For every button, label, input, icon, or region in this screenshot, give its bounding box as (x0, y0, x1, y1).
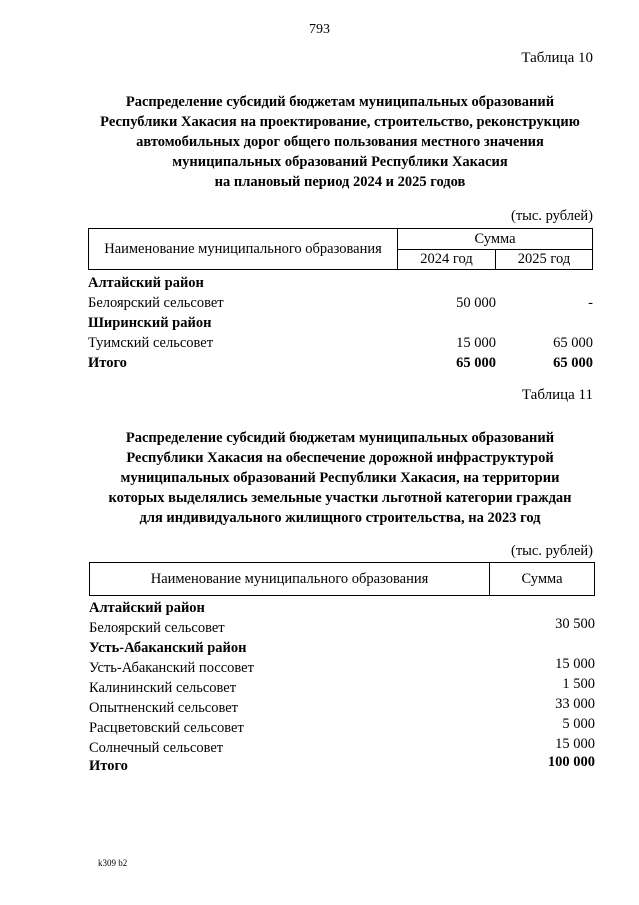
row-value-2025: 65 000 (553, 335, 593, 351)
table10-title-line: на плановый период 2024 и 2025 годов (214, 174, 466, 190)
row-value-2025: - (588, 295, 593, 311)
row-value-2024: 15 000 (456, 335, 496, 351)
row-value: 15 000 (555, 656, 595, 672)
row-name: Ширинский район (88, 315, 212, 331)
row-name: Калининский сельсовет (89, 680, 237, 696)
table10-title-line: Распределение субсидий бюджетам муниципальных образований (125, 94, 555, 110)
table11-title-line: Республики Хакасия на обеспечение дорожной инфраструктурой (126, 450, 554, 466)
table10-header (88, 228, 593, 270)
table10-units: (тыс. рублей) (511, 208, 593, 224)
table11-units: (тыс. рублей) (511, 543, 593, 559)
row-value: 15 000 (555, 736, 595, 752)
table10-title (80, 92, 600, 192)
row-value: 1 500 (562, 676, 595, 692)
table10-title-line: муниципальных образований Республики Хакасия (172, 154, 508, 170)
table10-header-2025: 2025 год (517, 251, 571, 267)
table11-header (89, 562, 595, 596)
table11-header-sum: Сумма (521, 570, 563, 587)
table10-title-line: Республики Хакасия на проектирование, строительство, реконструкцию (100, 114, 580, 130)
row-name: Алтайский район (88, 275, 204, 291)
table11-title-line: которых выделялись земельные участки льготной категории граждан (108, 490, 572, 506)
table10-title-line: автомобильных дорог общего пользования местного значения (136, 134, 544, 150)
row-value: 30 500 (555, 616, 595, 632)
table10-header-sum: Сумма (398, 229, 592, 250)
row-value: 5 000 (562, 716, 595, 732)
row-name: Туимский сельсовет (88, 335, 214, 351)
row-name: Белоярский сельсовет (89, 620, 225, 636)
row-value: 33 000 (555, 696, 595, 712)
table10-header-2024: 2024 год (398, 250, 496, 269)
row-name: Алтайский район (89, 600, 205, 616)
table11-title-line: для индивидуального жилищного строительства, на 2023 год (139, 510, 541, 526)
table11-label: Таблица 11 (521, 387, 593, 403)
row-name: Опытненский сельсовет (89, 700, 239, 716)
row-value: 100 000 (547, 754, 595, 770)
row-name: Итого (89, 758, 128, 774)
table11-title (80, 428, 600, 528)
row-value-2024: 65 000 (456, 355, 496, 371)
table10-label: Таблица 10 (521, 50, 593, 66)
row-name: Усть-Абаканский поссовет (89, 660, 254, 676)
row-name: Итого (88, 355, 127, 371)
table10-header-name: Наименование муниципального образования (89, 229, 398, 269)
footer-code: k309 b2 (98, 858, 128, 868)
row-name: Солнечный сельсовет (89, 740, 224, 756)
row-value-2024: 50 000 (456, 295, 496, 311)
table11-title-line: Распределение субсидий бюджетам муниципальных образований (125, 430, 555, 446)
row-name: Белоярский сельсовет (88, 295, 224, 311)
page-number: 793 (309, 22, 330, 37)
row-name: Расцветовский сельсовет (89, 720, 244, 736)
table11-title-line: муниципальных образований Республики Хакасия, на территории (120, 470, 560, 486)
row-value-2025: 65 000 (553, 355, 593, 371)
table11-header-name: Наименование муниципального образования (90, 563, 490, 595)
row-name: Усть-Абаканский район (89, 640, 247, 656)
